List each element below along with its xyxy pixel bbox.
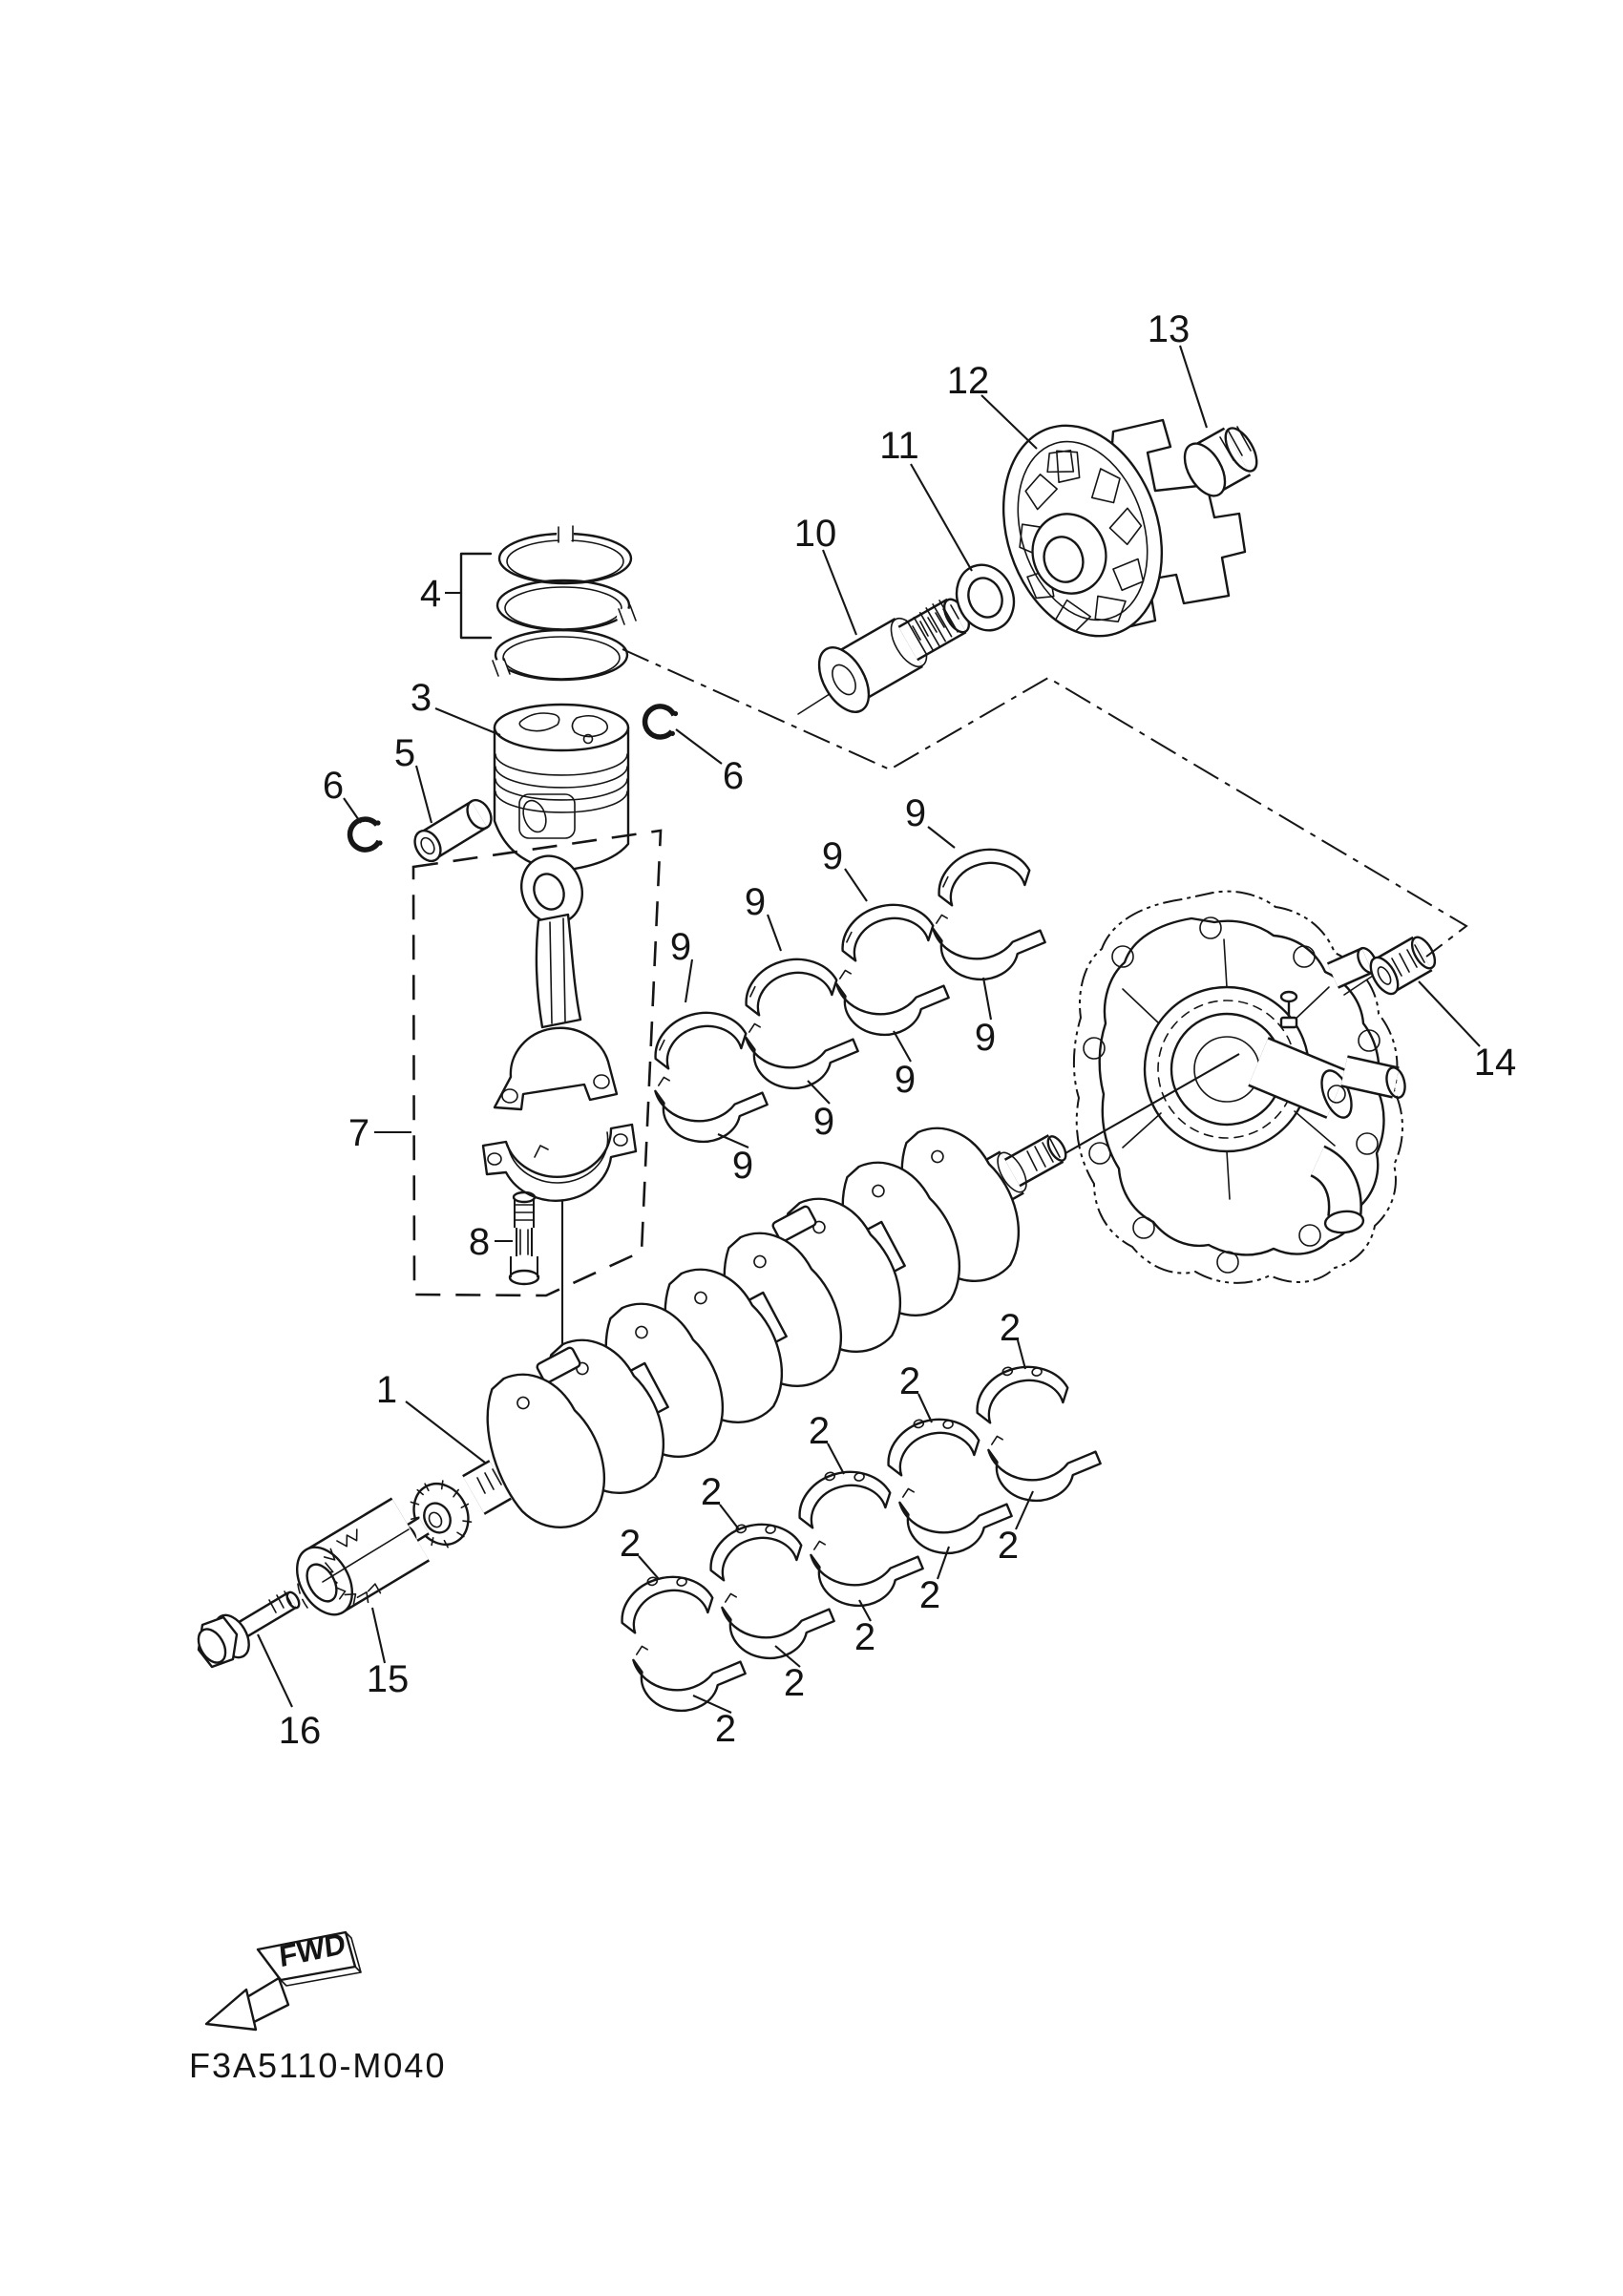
callout-15: 15 [366, 1658, 410, 1700]
callout-11: 11 [879, 425, 919, 467]
callout-12: 12 [946, 360, 990, 402]
callout-14: 14 [1473, 1042, 1517, 1084]
callout-3: 3 [410, 677, 432, 719]
leader-9 [983, 978, 991, 1020]
ring-set-bracket [461, 554, 491, 638]
callout-8: 8 [468, 1221, 491, 1263]
compression-ring-1 [499, 526, 631, 583]
callout-9: 9 [821, 835, 844, 877]
bearing-shell [739, 951, 840, 1017]
crankcase [1065, 892, 1408, 1283]
bearing-shell [969, 1356, 1071, 1424]
splined-bushing [285, 1529, 411, 1624]
bearing-shell [930, 915, 1046, 984]
case-shaft-tunnel [1258, 1062, 1358, 1122]
callout-9: 9 [894, 1059, 917, 1101]
callout-2: 2 [898, 1360, 921, 1402]
bolt-head [193, 1617, 237, 1667]
callout-9: 9 [744, 881, 767, 923]
callout-2: 2 [918, 1574, 941, 1616]
callout-2: 2 [808, 1410, 831, 1452]
callout-2: 2 [619, 1523, 642, 1565]
leader-2 [639, 1556, 659, 1579]
piston-ring-set [461, 526, 636, 680]
figure-code: F3A5110-M040 [189, 2046, 447, 2085]
case-plug [1365, 934, 1440, 999]
callout-6: 6 [322, 765, 345, 807]
leader-14 [1419, 981, 1480, 1046]
leader-2 [720, 1505, 739, 1529]
bearing-shell [880, 1408, 982, 1477]
bearing-shell [985, 1436, 1102, 1506]
bearing-shell [835, 896, 937, 962]
bearing-shell [719, 1593, 835, 1663]
case-bore-leader [1065, 1054, 1239, 1153]
bearing-shell [808, 1541, 924, 1611]
callout-4: 4 [419, 573, 442, 615]
callout-9: 9 [812, 1101, 835, 1143]
connecting-rod-assembly [413, 831, 661, 1380]
leader-1 [406, 1401, 485, 1463]
pin-clip-left [350, 819, 383, 850]
pin-clip-right [642, 704, 681, 741]
callout-6: 6 [722, 755, 745, 797]
rod-cap [483, 1125, 636, 1201]
callout-13: 13 [1147, 308, 1191, 350]
breather-elbow [1317, 1161, 1364, 1234]
callout-9: 9 [904, 792, 927, 834]
leader-9 [768, 915, 781, 951]
leader-6 [676, 729, 722, 764]
callout-2: 2 [700, 1471, 723, 1513]
callout-16: 16 [278, 1710, 322, 1752]
callout-10: 10 [793, 513, 837, 555]
bearing-shell [833, 970, 950, 1040]
leader-16 [258, 1634, 292, 1707]
callout-2: 2 [999, 1307, 1022, 1349]
leader-15 [372, 1608, 385, 1663]
callout-1: 1 [375, 1369, 398, 1411]
leader-13 [1180, 346, 1207, 428]
connecting-rod [495, 847, 617, 1109]
drive-coupler [809, 596, 974, 721]
leader-6 [344, 798, 361, 823]
bearing-shell [648, 1004, 749, 1070]
bearing-shell [703, 1513, 805, 1582]
callout-7: 7 [348, 1112, 370, 1154]
leader-2 [828, 1443, 844, 1474]
bearing-shell [652, 1077, 769, 1147]
bearing-shell [614, 1566, 716, 1634]
leader-3 [435, 708, 500, 735]
fwd-label: FWD [277, 1926, 348, 1974]
piston-pin [410, 796, 495, 866]
callout-2: 2 [854, 1616, 876, 1658]
leader-11 [911, 464, 972, 571]
rod-bolt [510, 1192, 538, 1284]
callout-9: 9 [669, 926, 692, 968]
bearing-shell [630, 1646, 747, 1716]
leader-9 [928, 827, 955, 848]
bearing-shell [743, 1023, 859, 1093]
fwd-stamp [206, 1927, 361, 2030]
callout-2: 2 [783, 1662, 806, 1704]
callout-9: 9 [731, 1145, 754, 1187]
callout-9: 9 [974, 1017, 997, 1059]
callout-5: 5 [393, 732, 416, 774]
bearing-shell [932, 841, 1033, 907]
leader-9 [894, 1031, 911, 1062]
leader-9 [845, 869, 867, 901]
leader-10 [823, 550, 856, 635]
callout-2: 2 [997, 1525, 1020, 1567]
piston [495, 705, 628, 871]
compression-ring-2 [497, 580, 636, 630]
bearing-shell [896, 1488, 1013, 1558]
coupling-bolt [193, 1590, 302, 1668]
leader-5 [416, 766, 432, 823]
case-side-pipe [1344, 1065, 1408, 1099]
oil-ring [491, 630, 627, 680]
callout-2: 2 [714, 1708, 737, 1750]
leader-12 [981, 395, 1037, 449]
